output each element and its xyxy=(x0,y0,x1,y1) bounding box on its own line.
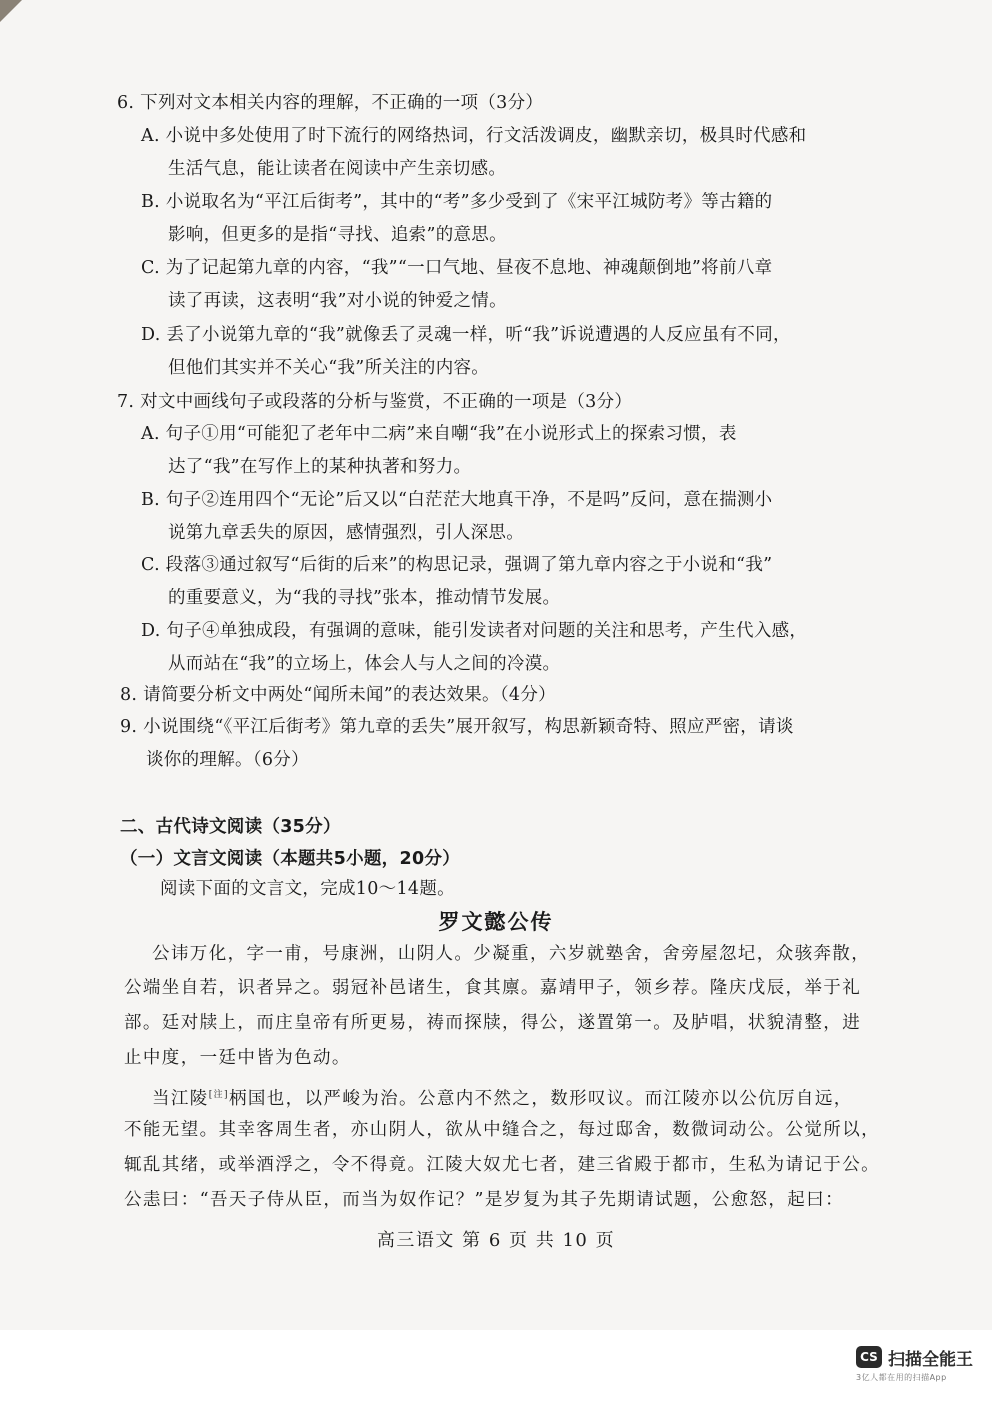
passage-para2-line2: 不能无望。其幸客周生者，亦山阴人，欲从中缝合之，每过邸舍，数微词动公。公觉所以， xyxy=(124,1120,880,1140)
q8-stem: 8. 请简要分析文中两处“闻所未闻”的表达效果。（4分） xyxy=(120,685,556,705)
q6-option-d-line2: 但他们其实并不关心“我”所关注的内容。 xyxy=(168,358,490,378)
passage-para2-line4: 公恚曰：“吾天子侍从臣，而当为奴作记？”是岁复为其子先期请试题，公愈怒，起曰： xyxy=(124,1190,844,1210)
section-heading: 二、古代诗文阅读（35分） xyxy=(120,817,341,837)
passage-para2-start: 当江陵 xyxy=(152,1088,209,1109)
passage-title: 罗文懿公传 xyxy=(438,910,554,934)
q7-option-d-line2: 从而站在“我”的立场上，体会人与人之间的冷漠。 xyxy=(168,654,561,674)
passage-para2-line1 xyxy=(152,1083,853,1111)
passage-para1-line1: 公讳万化，字一甫，号康洲，山阴人。少凝重，六岁就塾舍，舍旁屋忽圮，众骇奔散， xyxy=(152,944,871,964)
subsection-heading: （一）文言文阅读（本题共5小题，20分） xyxy=(120,849,461,869)
scanner-watermark xyxy=(842,1342,982,1390)
q6-option-b-line1: B. 小说取名为“平江后街考”，其中的“考”多少受到了《宋平江城防考》等古籍的 xyxy=(141,192,773,212)
camscanner-logo: CS xyxy=(856,1346,882,1368)
q9-stem-line1: 9. 小说围绕“《平江后街考》第九章的丢失”展开叙写，构思新颖奇特、照应严密，请谈 xyxy=(120,717,794,737)
q7-stem: 7. 对文中画线句子或段落的分析与鉴赏，不正确的一项是（3分） xyxy=(117,392,633,412)
q6-option-b-line2: 影响，但更多的是指“寻找、追索”的意思。 xyxy=(168,225,507,245)
passage-para1-line3: 部。廷对牍上，而庄皇帝有所更易，祷而探牍，得公，遂置第一。及胪唱，状貌清整，进 xyxy=(124,1013,862,1033)
footnote-marker: [注] xyxy=(208,1090,229,1100)
q6-option-a-line2: 生活气息，能让读者在阅读中产生亲切感。 xyxy=(168,159,507,179)
q7-option-b-line2: 说第九章丢失的原因，感情强烈，引人深思。 xyxy=(168,523,524,543)
passage-para2-line3: 辄乱其绪，或举酒浮之，令不得竟。江陵大奴尤七者，建三省殿于都市，生私为请记于公。 xyxy=(124,1155,880,1175)
folded-corner xyxy=(0,0,22,22)
camscanner-name: 扫描全能王 xyxy=(888,1350,973,1370)
q7-option-a-line1: A. 句子①用“可能犯了老年中二病”来自嘲“我”在小说形式上的探索习惯，表 xyxy=(141,424,737,444)
q7-option-b-line1: B. 句子②连用四个“无论”后又以“白茫茫大地真干净，不是吗”反问，意在揣测小 xyxy=(141,490,773,510)
passage-para2-rest: 柄国也，以严峻为治。公意内不然之，数形叹议。而江陵亦以公伉厉自远， xyxy=(228,1088,853,1109)
q6-option-c-line2: 读了再读，这表明“我”对小说的钟爱之情。 xyxy=(168,291,507,311)
passage-para1-line4: 止中度，一廷中皆为色动。 xyxy=(124,1048,351,1068)
q7-option-d-line1: D. 句子④单独成段，有强调的意味，能引发读者对问题的关注和思考，产生代入感， xyxy=(141,621,808,641)
passage-para1-line2: 公端坐自若，识者异之。弱冠补邑诸生，食其廪。嘉靖甲子，领乡荐。隆庆戊辰，举于礼 xyxy=(124,978,862,998)
camscanner-tagline: 3亿人都在用的扫描App xyxy=(856,1373,947,1382)
q6-option-c-line1: C. 为了记起第九章的内容，“我”“一口气地、昼夜不息地、神魂颠倒地”将前八章 xyxy=(141,258,773,278)
q6-option-d-line1: D. 丢了小说第九章的“我”就像丢了灵魂一样，听“我”诉说遭遇的人反应虽有不同， xyxy=(141,325,791,345)
q7-option-a-line2: 达了“我”在写作上的某种执著和努力。 xyxy=(168,457,472,477)
q6-option-a-line1: A. 小说中多处使用了时下流行的网络热词，行文活泼调皮，幽默亲切，极具时代感和 xyxy=(141,126,807,146)
page-footer: 高三语文 第 6 页 共 10 页 xyxy=(376,1230,616,1251)
q7-option-c-line2: 的重要意义，为“我的寻找”张本，推动情节发展。 xyxy=(168,588,561,608)
reading-instruction: 阅读下面的文言文，完成10～14题。 xyxy=(160,879,455,899)
q7-option-c-line1: C. 段落③通过叙写“后街的后来”的构思记录，强调了第九章内容之于小说和“我” xyxy=(141,555,773,575)
q9-stem-line2: 谈你的理解。（6分） xyxy=(146,750,309,770)
q6-stem: 6. 下列对文本相关内容的理解，不正确的一项（3分） xyxy=(117,93,544,113)
